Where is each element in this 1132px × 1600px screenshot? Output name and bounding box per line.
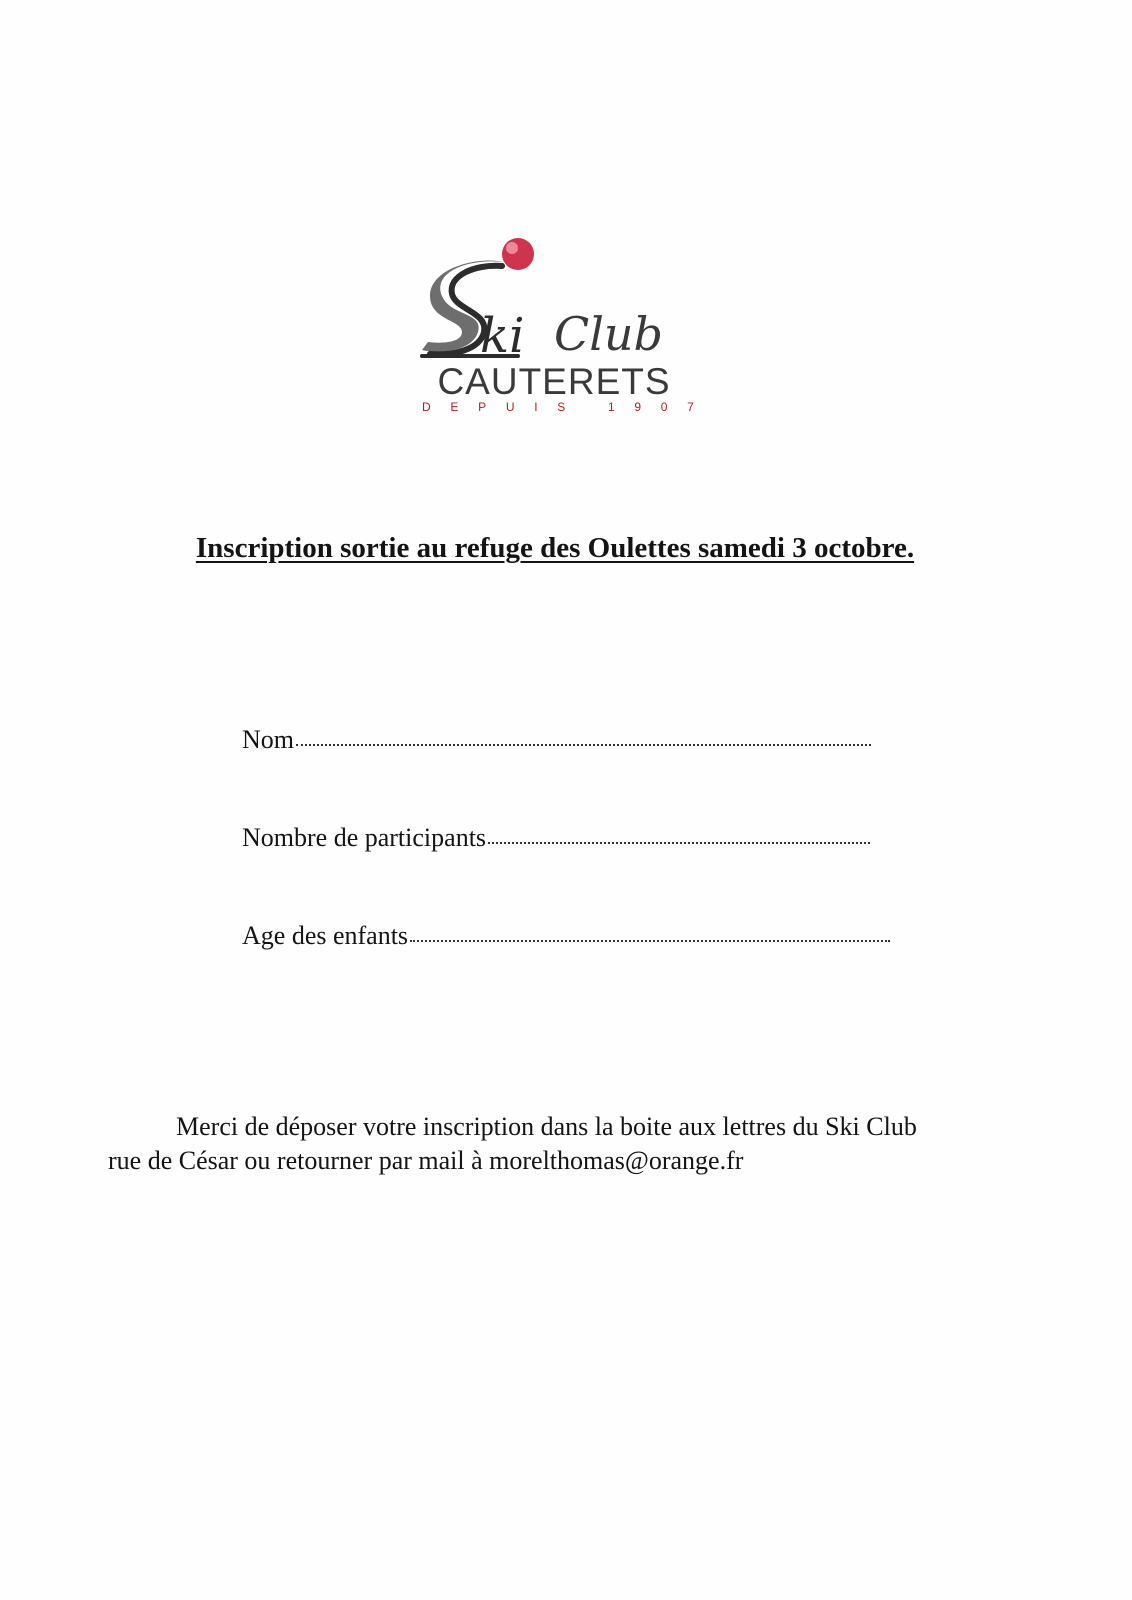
logo-wordmark: CAUTERETS [437,361,671,402]
field-age-enfants-label: Age des enfants [242,921,409,950]
field-nombre-participants-dotted-line[interactable] [488,842,870,844]
svg-text:Club: Club [554,307,663,361]
field-nombre-participants[interactable] [242,822,870,854]
ski-club-logo-graphic [418,232,698,367]
page-title: Inscription sortie au refuge des Oulettes samedi 3 octobre. [195,532,915,564]
instructions-line-2: rue de César ou retourner par mail à morelthomas@orange.fr [108,1146,744,1175]
field-age-enfants[interactable] [242,920,890,952]
instructions-line-1: Merci de déposer votre inscription dans la boite aux lettres du Ski Club [176,1112,917,1141]
ski-club-logo [418,232,698,422]
field-nom-dotted-line[interactable] [296,744,871,746]
field-nom[interactable] [242,724,871,756]
field-nombre-participants-label: Nombre de participants [242,823,487,852]
svg-text:ki: ki [480,308,525,364]
logo-since-text: D E P U I S 1 9 0 7 [422,400,694,414]
field-age-enfants-dotted-line[interactable] [410,940,890,942]
field-nom-label: Nom [242,725,294,754]
